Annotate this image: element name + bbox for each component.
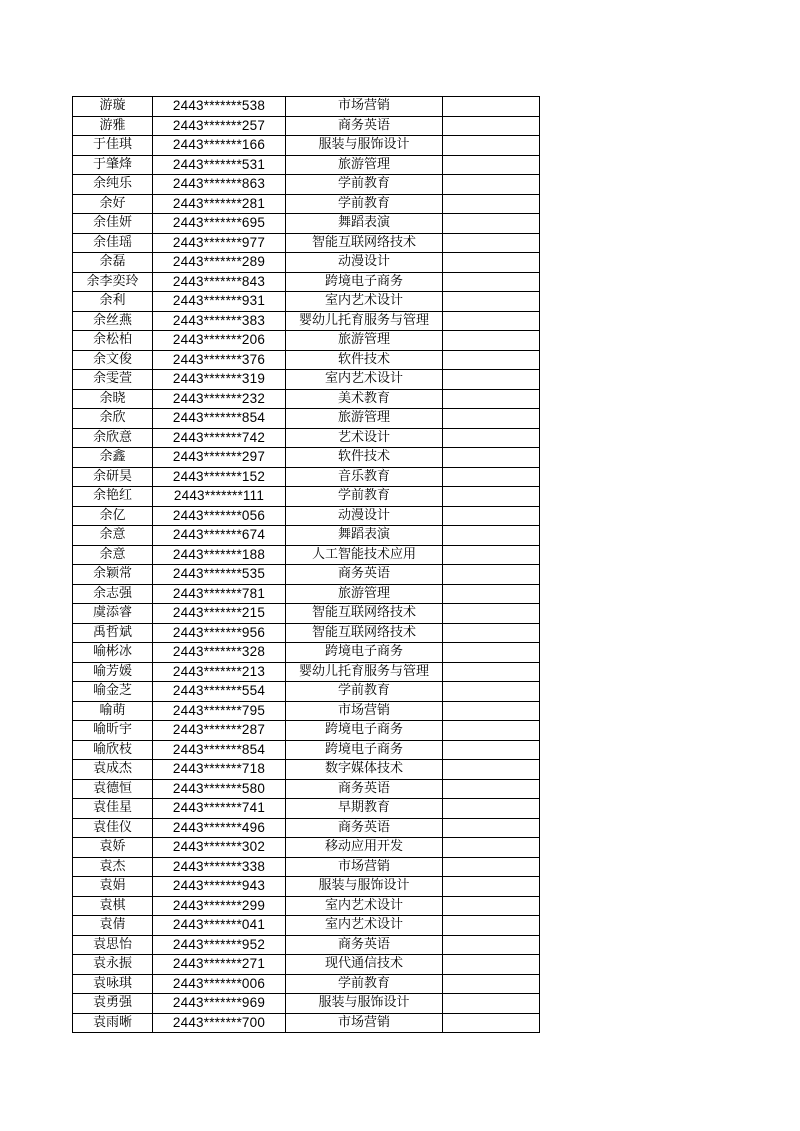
note-cell xyxy=(443,662,540,682)
major-cell: 学前教育 xyxy=(286,194,443,214)
student-name-cell: 余意 xyxy=(73,545,153,565)
note-cell xyxy=(443,194,540,214)
student-id-cell: 2443*******969 xyxy=(153,994,286,1014)
table-row xyxy=(73,779,540,799)
student-name-cell: 余文俊 xyxy=(73,350,153,370)
table-row xyxy=(73,896,540,916)
table-row xyxy=(73,877,540,897)
table-row xyxy=(73,643,540,663)
student-name-cell: 余佳瑶 xyxy=(73,233,153,253)
note-cell xyxy=(443,155,540,175)
major-cell: 学前教育 xyxy=(286,175,443,195)
table-row xyxy=(73,584,540,604)
student-name-cell: 余颖常 xyxy=(73,565,153,585)
major-cell: 旅游管理 xyxy=(286,584,443,604)
note-cell xyxy=(443,760,540,780)
major-cell: 智能互联网络技术 xyxy=(286,623,443,643)
major-cell: 室内艺术设计 xyxy=(286,370,443,390)
student-name-cell: 袁佳星 xyxy=(73,799,153,819)
note-cell xyxy=(443,818,540,838)
student-name-cell: 余研昊 xyxy=(73,467,153,487)
student-name-cell: 余纯乐 xyxy=(73,175,153,195)
major-cell: 音乐教育 xyxy=(286,467,443,487)
table-row xyxy=(73,175,540,195)
student-name-cell: 袁咏琪 xyxy=(73,974,153,994)
table-row xyxy=(73,857,540,877)
student-id-cell: 2443*******289 xyxy=(153,253,286,273)
table-row xyxy=(73,916,540,936)
major-cell: 动漫设计 xyxy=(286,506,443,526)
table-row xyxy=(73,389,540,409)
major-cell: 学前教育 xyxy=(286,974,443,994)
student-name-cell: 余佳妍 xyxy=(73,214,153,234)
student-id-cell: 2443*******718 xyxy=(153,760,286,780)
note-cell xyxy=(443,428,540,448)
table-row xyxy=(73,272,540,292)
table-row xyxy=(73,935,540,955)
student-name-cell: 袁永振 xyxy=(73,955,153,975)
student-id-cell: 2443*******257 xyxy=(153,116,286,136)
student-id-cell: 2443*******496 xyxy=(153,818,286,838)
student-id-cell: 2443*******554 xyxy=(153,682,286,702)
note-cell xyxy=(443,350,540,370)
student-id-cell: 2443*******328 xyxy=(153,643,286,663)
major-cell: 现代通信技术 xyxy=(286,955,443,975)
student-id-cell: 2443*******319 xyxy=(153,370,286,390)
student-name-cell: 袁娇 xyxy=(73,838,153,858)
table-row xyxy=(73,604,540,624)
note-cell xyxy=(443,272,540,292)
student-id-cell: 2443*******695 xyxy=(153,214,286,234)
table-row xyxy=(73,253,540,273)
table-row xyxy=(73,526,540,546)
student-id-cell: 2443*******538 xyxy=(153,97,286,117)
student-name-cell: 余欣意 xyxy=(73,428,153,448)
major-cell: 服装与服饰设计 xyxy=(286,136,443,156)
note-cell xyxy=(443,701,540,721)
note-cell xyxy=(443,1013,540,1033)
table-row xyxy=(73,487,540,507)
table-row xyxy=(73,623,540,643)
student-id-cell: 2443*******206 xyxy=(153,331,286,351)
major-cell: 商务英语 xyxy=(286,779,443,799)
student-id-cell: 2443*******674 xyxy=(153,526,286,546)
note-cell xyxy=(443,682,540,702)
major-cell: 智能互联网络技术 xyxy=(286,233,443,253)
major-cell: 智能互联网络技术 xyxy=(286,604,443,624)
student-id-cell: 2443*******299 xyxy=(153,896,286,916)
student-name-cell: 袁佳仪 xyxy=(73,818,153,838)
student-id-cell: 2443*******843 xyxy=(153,272,286,292)
major-cell: 旅游管理 xyxy=(286,331,443,351)
note-cell xyxy=(443,643,540,663)
student-id-cell: 2443*******188 xyxy=(153,545,286,565)
note-cell xyxy=(443,253,540,273)
student-name-cell: 喻欣枝 xyxy=(73,740,153,760)
major-cell: 旅游管理 xyxy=(286,155,443,175)
note-cell xyxy=(443,604,540,624)
note-cell xyxy=(443,935,540,955)
note-cell xyxy=(443,136,540,156)
major-cell: 婴幼儿托育服务与管理 xyxy=(286,662,443,682)
student-id-cell: 2443*******742 xyxy=(153,428,286,448)
major-cell: 跨境电子商务 xyxy=(286,721,443,741)
table-row xyxy=(73,545,540,565)
table-row xyxy=(73,428,540,448)
table-row xyxy=(73,116,540,136)
student-name-cell: 袁棋 xyxy=(73,896,153,916)
note-cell xyxy=(443,214,540,234)
major-cell: 服装与服饰设计 xyxy=(286,994,443,1014)
student-id-cell: 2443*******006 xyxy=(153,974,286,994)
table-row xyxy=(73,155,540,175)
major-cell: 市场营销 xyxy=(286,97,443,117)
note-cell xyxy=(443,896,540,916)
table-row xyxy=(73,331,540,351)
student-name-cell: 袁倩 xyxy=(73,916,153,936)
major-cell: 早期教育 xyxy=(286,799,443,819)
student-id-cell: 2443*******041 xyxy=(153,916,286,936)
note-cell xyxy=(443,877,540,897)
student-name-cell: 余利 xyxy=(73,292,153,312)
student-name-cell: 余好 xyxy=(73,194,153,214)
student-name-cell: 喻彬冰 xyxy=(73,643,153,663)
table-row xyxy=(73,233,540,253)
student-id-cell: 2443*******952 xyxy=(153,935,286,955)
student-id-cell: 2443*******700 xyxy=(153,1013,286,1033)
student-id-cell: 2443*******271 xyxy=(153,955,286,975)
student-id-cell: 2443*******111 xyxy=(153,487,286,507)
table-row xyxy=(73,565,540,585)
note-cell xyxy=(443,331,540,351)
student-name-cell: 禹哲斌 xyxy=(73,623,153,643)
major-cell: 人工智能技术应用 xyxy=(286,545,443,565)
table-row xyxy=(73,701,540,721)
note-cell xyxy=(443,545,540,565)
student-id-cell: 2443*******580 xyxy=(153,779,286,799)
table-row xyxy=(73,292,540,312)
major-cell: 学前教育 xyxy=(286,682,443,702)
student-name-cell: 游璇 xyxy=(73,97,153,117)
student-id-cell: 2443*******781 xyxy=(153,584,286,604)
note-cell xyxy=(443,584,540,604)
note-cell xyxy=(443,97,540,117)
major-cell: 室内艺术设计 xyxy=(286,916,443,936)
student-id-cell: 2443*******977 xyxy=(153,233,286,253)
major-cell: 移动应用开发 xyxy=(286,838,443,858)
student-id-cell: 2443*******302 xyxy=(153,838,286,858)
table-row xyxy=(73,838,540,858)
student-id-cell: 2443*******795 xyxy=(153,701,286,721)
student-name-cell: 余松柏 xyxy=(73,331,153,351)
student-name-cell: 余欣 xyxy=(73,409,153,429)
major-cell: 数字媒体技术 xyxy=(286,760,443,780)
student-name-cell: 袁德恒 xyxy=(73,779,153,799)
table-row xyxy=(73,311,540,331)
major-cell: 舞蹈表演 xyxy=(286,214,443,234)
major-cell: 动漫设计 xyxy=(286,253,443,273)
student-name-cell: 喻萌 xyxy=(73,701,153,721)
student-id-cell: 2443*******531 xyxy=(153,155,286,175)
major-cell: 商务英语 xyxy=(286,565,443,585)
major-cell: 美术教育 xyxy=(286,389,443,409)
student-id-cell: 2443*******287 xyxy=(153,721,286,741)
student-name-cell: 袁成杰 xyxy=(73,760,153,780)
note-cell xyxy=(443,838,540,858)
note-cell xyxy=(443,526,540,546)
table-body xyxy=(73,97,540,1033)
table-row xyxy=(73,760,540,780)
student-name-cell: 余亿 xyxy=(73,506,153,526)
student-name-cell: 余志强 xyxy=(73,584,153,604)
table-row xyxy=(73,682,540,702)
table-row xyxy=(73,662,540,682)
table-row xyxy=(73,214,540,234)
table-row xyxy=(73,506,540,526)
major-cell: 市场营销 xyxy=(286,701,443,721)
student-name-cell: 于佳琪 xyxy=(73,136,153,156)
student-name-cell: 余丝燕 xyxy=(73,311,153,331)
major-cell: 商务英语 xyxy=(286,116,443,136)
student-id-cell: 2443*******376 xyxy=(153,350,286,370)
student-id-cell: 2443*******863 xyxy=(153,175,286,195)
table-row xyxy=(73,97,540,117)
note-cell xyxy=(443,370,540,390)
note-cell xyxy=(443,409,540,429)
table-row xyxy=(73,467,540,487)
student-name-cell: 余鑫 xyxy=(73,448,153,468)
major-cell: 商务英语 xyxy=(286,935,443,955)
note-cell xyxy=(443,916,540,936)
major-cell: 软件技术 xyxy=(286,350,443,370)
student-id-cell: 2443*******535 xyxy=(153,565,286,585)
student-name-cell: 余意 xyxy=(73,526,153,546)
major-cell: 室内艺术设计 xyxy=(286,292,443,312)
student-name-cell: 游雅 xyxy=(73,116,153,136)
major-cell: 跨境电子商务 xyxy=(286,643,443,663)
table-row xyxy=(73,350,540,370)
student-name-cell: 于肇烽 xyxy=(73,155,153,175)
note-cell xyxy=(443,389,540,409)
student-id-cell: 2443*******297 xyxy=(153,448,286,468)
note-cell xyxy=(443,799,540,819)
major-cell: 学前教育 xyxy=(286,487,443,507)
student-name-cell: 袁雨晰 xyxy=(73,1013,153,1033)
student-id-cell: 2443*******213 xyxy=(153,662,286,682)
student-id-cell: 2443*******166 xyxy=(153,136,286,156)
student-id-cell: 2443*******854 xyxy=(153,409,286,429)
major-cell: 软件技术 xyxy=(286,448,443,468)
table-row xyxy=(73,136,540,156)
note-cell xyxy=(443,487,540,507)
table-row xyxy=(73,370,540,390)
note-cell xyxy=(443,448,540,468)
note-cell xyxy=(443,467,540,487)
table-row xyxy=(73,818,540,838)
student-id-cell: 2443*******931 xyxy=(153,292,286,312)
student-name-cell: 余艳红 xyxy=(73,487,153,507)
student-id-cell: 2443*******215 xyxy=(153,604,286,624)
note-cell xyxy=(443,740,540,760)
student-name-cell: 余雯萱 xyxy=(73,370,153,390)
major-cell: 市场营销 xyxy=(286,857,443,877)
student-name-cell: 余李奕玲 xyxy=(73,272,153,292)
major-cell: 服装与服饰设计 xyxy=(286,877,443,897)
note-cell xyxy=(443,721,540,741)
table-row xyxy=(73,994,540,1014)
major-cell: 室内艺术设计 xyxy=(286,896,443,916)
student-name-cell: 余晓 xyxy=(73,389,153,409)
student-id-cell: 2443*******056 xyxy=(153,506,286,526)
note-cell xyxy=(443,623,540,643)
table-row xyxy=(73,194,540,214)
major-cell: 艺术设计 xyxy=(286,428,443,448)
student-id-cell: 2443*******152 xyxy=(153,467,286,487)
note-cell xyxy=(443,233,540,253)
note-cell xyxy=(443,779,540,799)
student-name-cell: 袁勇强 xyxy=(73,994,153,1014)
student-id-cell: 2443*******956 xyxy=(153,623,286,643)
student-name-cell: 袁娟 xyxy=(73,877,153,897)
student-id-cell: 2443*******854 xyxy=(153,740,286,760)
note-cell xyxy=(443,994,540,1014)
table-row xyxy=(73,1013,540,1033)
student-id-cell: 2443*******232 xyxy=(153,389,286,409)
major-cell: 跨境电子商务 xyxy=(286,740,443,760)
student-name-cell: 袁杰 xyxy=(73,857,153,877)
note-cell xyxy=(443,311,540,331)
student-id-cell: 2443*******383 xyxy=(153,311,286,331)
note-cell xyxy=(443,175,540,195)
note-cell xyxy=(443,857,540,877)
student-name-cell: 虞添睿 xyxy=(73,604,153,624)
major-cell: 市场营销 xyxy=(286,1013,443,1033)
table-row xyxy=(73,955,540,975)
table-row xyxy=(73,740,540,760)
table-row xyxy=(73,799,540,819)
student-name-cell: 喻金芝 xyxy=(73,682,153,702)
table-row xyxy=(73,409,540,429)
student-name-cell: 余磊 xyxy=(73,253,153,273)
major-cell: 舞蹈表演 xyxy=(286,526,443,546)
note-cell xyxy=(443,974,540,994)
note-cell xyxy=(443,116,540,136)
student-id-cell: 2443*******281 xyxy=(153,194,286,214)
major-cell: 跨境电子商务 xyxy=(286,272,443,292)
student-name-cell: 喻芳媛 xyxy=(73,662,153,682)
major-cell: 婴幼儿托育服务与管理 xyxy=(286,311,443,331)
note-cell xyxy=(443,506,540,526)
major-cell: 旅游管理 xyxy=(286,409,443,429)
student-id-cell: 2443*******943 xyxy=(153,877,286,897)
table-row xyxy=(73,721,540,741)
student-id-cell: 2443*******338 xyxy=(153,857,286,877)
note-cell xyxy=(443,292,540,312)
table-row xyxy=(73,448,540,468)
table-row xyxy=(73,974,540,994)
note-cell xyxy=(443,565,540,585)
student-name-cell: 袁思怡 xyxy=(73,935,153,955)
student-name-cell: 喻昕宇 xyxy=(73,721,153,741)
student-list-table xyxy=(72,96,540,1033)
student-id-cell: 2443*******741 xyxy=(153,799,286,819)
note-cell xyxy=(443,955,540,975)
major-cell: 商务英语 xyxy=(286,818,443,838)
